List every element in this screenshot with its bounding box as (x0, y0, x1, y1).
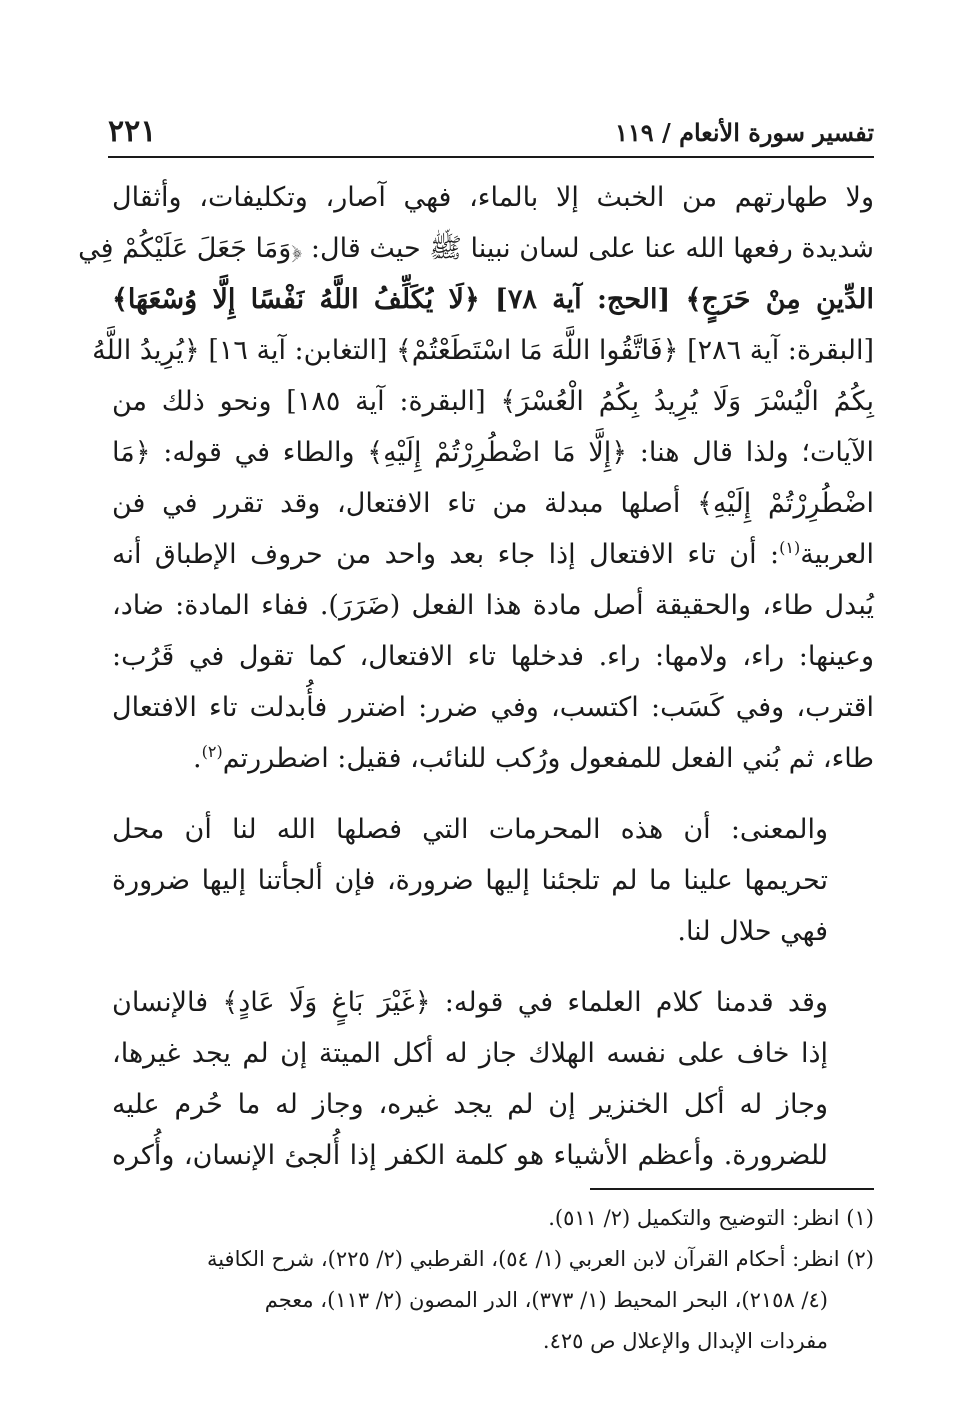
footnote-ref-1: (١) (779, 538, 801, 557)
text-line: ولا طهارتهم من الخبث إلا بالماء، فهي آصار، وتكليفات، وأثقال (112, 182, 874, 213)
paragraph-3 (112, 977, 874, 1181)
footnotes (112, 1198, 874, 1362)
footnote-2 (112, 1239, 874, 1362)
text-line: الآيات؛ ولذا قال هنا: ﴿إِلَّا مَا اضْطُرِرْتُمْ إِلَيْهِ﴾ والطاء في قوله: ﴿مَا (112, 437, 874, 468)
text-fragment: . (193, 743, 202, 774)
text-fragment: : أن تاء الافتعال إذا جاء بعد واحد من حروف الإطباق أنه (112, 539, 780, 570)
text-line: الدِّينِ مِنْ حَرَجٍ﴾ [الحج: آية ٧٨] ﴿لَا يُكَلِّفُ اللَّهُ نَفْسًا إِلَّا وُسْعَهَا﴾ (112, 284, 874, 315)
text-line: والمعنى: أن هذه المحرمات التي فصلها الله لنا أن محل (112, 814, 828, 845)
text-line: يُبدل طاء، والحقيقة أصل مادة هذا الفعل (ضَرَرَ). ففاء المادة: ضاد، (112, 590, 874, 621)
text-fragment: العربية (800, 539, 874, 570)
text-line: وقد قدمنا كلام العلماء في قوله: ﴿غَيْرَ بَاغٍ وَلَا عَادٍ﴾ فالإنسان (112, 987, 828, 1018)
text-line: للضرورة. وأعظم الأشياء هو كلمة الكفر إذا أُلجئ الإنسان، وأُكره (112, 1140, 828, 1171)
text-line: وجاز له أكل الخنزير إن لم يجد غيره، وجاز له ما حُرم عليه (112, 1089, 828, 1120)
text-fragment: طاء، ثم بُني الفعل للمفعول ورُكب للنائب، فقيل: اضطررتم (222, 743, 874, 774)
text-line: إذا خاف على نفسه الهلاك جاز له أكل الميتة إن لم يجد غيرها، (112, 1038, 828, 1069)
footnote-2-line-1: (٢) انظر: أحكام القرآن لابن العربي (١/ ٥٤)، القرطبي (٢/ ٢٢٥)، شرح الكافية (206, 1247, 874, 1271)
text-line: شديدة رفعها الله عنا على لسان نبينا ﷺ حيث قال: ﴿وَمَا جَعَلَ عَلَيْكُمْ فِي (78, 233, 874, 264)
paragraph-2 (112, 804, 874, 957)
paragraph-1 (78, 172, 875, 784)
text-line (112, 529, 874, 580)
text-line: فهي حلال لنا. (677, 916, 828, 947)
text-line: اقترب، وفي كَسَب: اكتسب، وفي ضرر: اضترر فأُبدلت تاء الافتعال (112, 692, 874, 723)
text-line: اضْطُرِرْتُمْ إِلَيْهِ﴾ أصلها مبدلة من تاء الافتعال، وقد تقرر في فن (112, 488, 874, 519)
page-number: ٢٢١ (108, 114, 157, 149)
text-line: بِكُمُ الْيُسْرَ وَلَا يُرِيدُ بِكُمُ الْعُسْرَ﴾ [البقرة: آية ١٨٥] ونحو ذلك من (112, 386, 875, 417)
footnote-2-line-3: مفردات الإبدال والإعلال ص ٤٢٥. (542, 1329, 828, 1353)
footnote-2-line-2: (٤/ ٢١٥٨)، البحر المحيط (١/ ٣٧٣)، الدر المصون (٢/ ١١٣)، معجم (264, 1288, 828, 1312)
footnote-ref-2: (٢) (201, 742, 223, 761)
footnote-1: (١) انظر: التوضيح والتكميل (٢/ ٥١١). (548, 1206, 874, 1230)
text-line: وعينها: راء، ولامها: راء. فدخلها تاء الافتعال، كما تقول في قَرُب: (112, 641, 874, 672)
text-line (112, 733, 874, 784)
running-title: تفسير سورة الأنعام / ١١٩ (614, 118, 874, 147)
page-header (108, 112, 874, 158)
text-line: تحريمها علينا ما لم تلجئنا إليها ضرورة، فإن ألجأتنا إليها ضرورة (112, 865, 828, 896)
body-text (78, 172, 875, 1181)
footnote-divider (590, 1188, 874, 1190)
text-line: [البقرة: آية ٢٨٦] ﴿فَاتَّقُوا اللَّهَ مَا اسْتَطَعْتُمْ﴾ [التغابن: آية ١٦] ﴿يُرِيدُ اللَّهُ (92, 335, 874, 366)
